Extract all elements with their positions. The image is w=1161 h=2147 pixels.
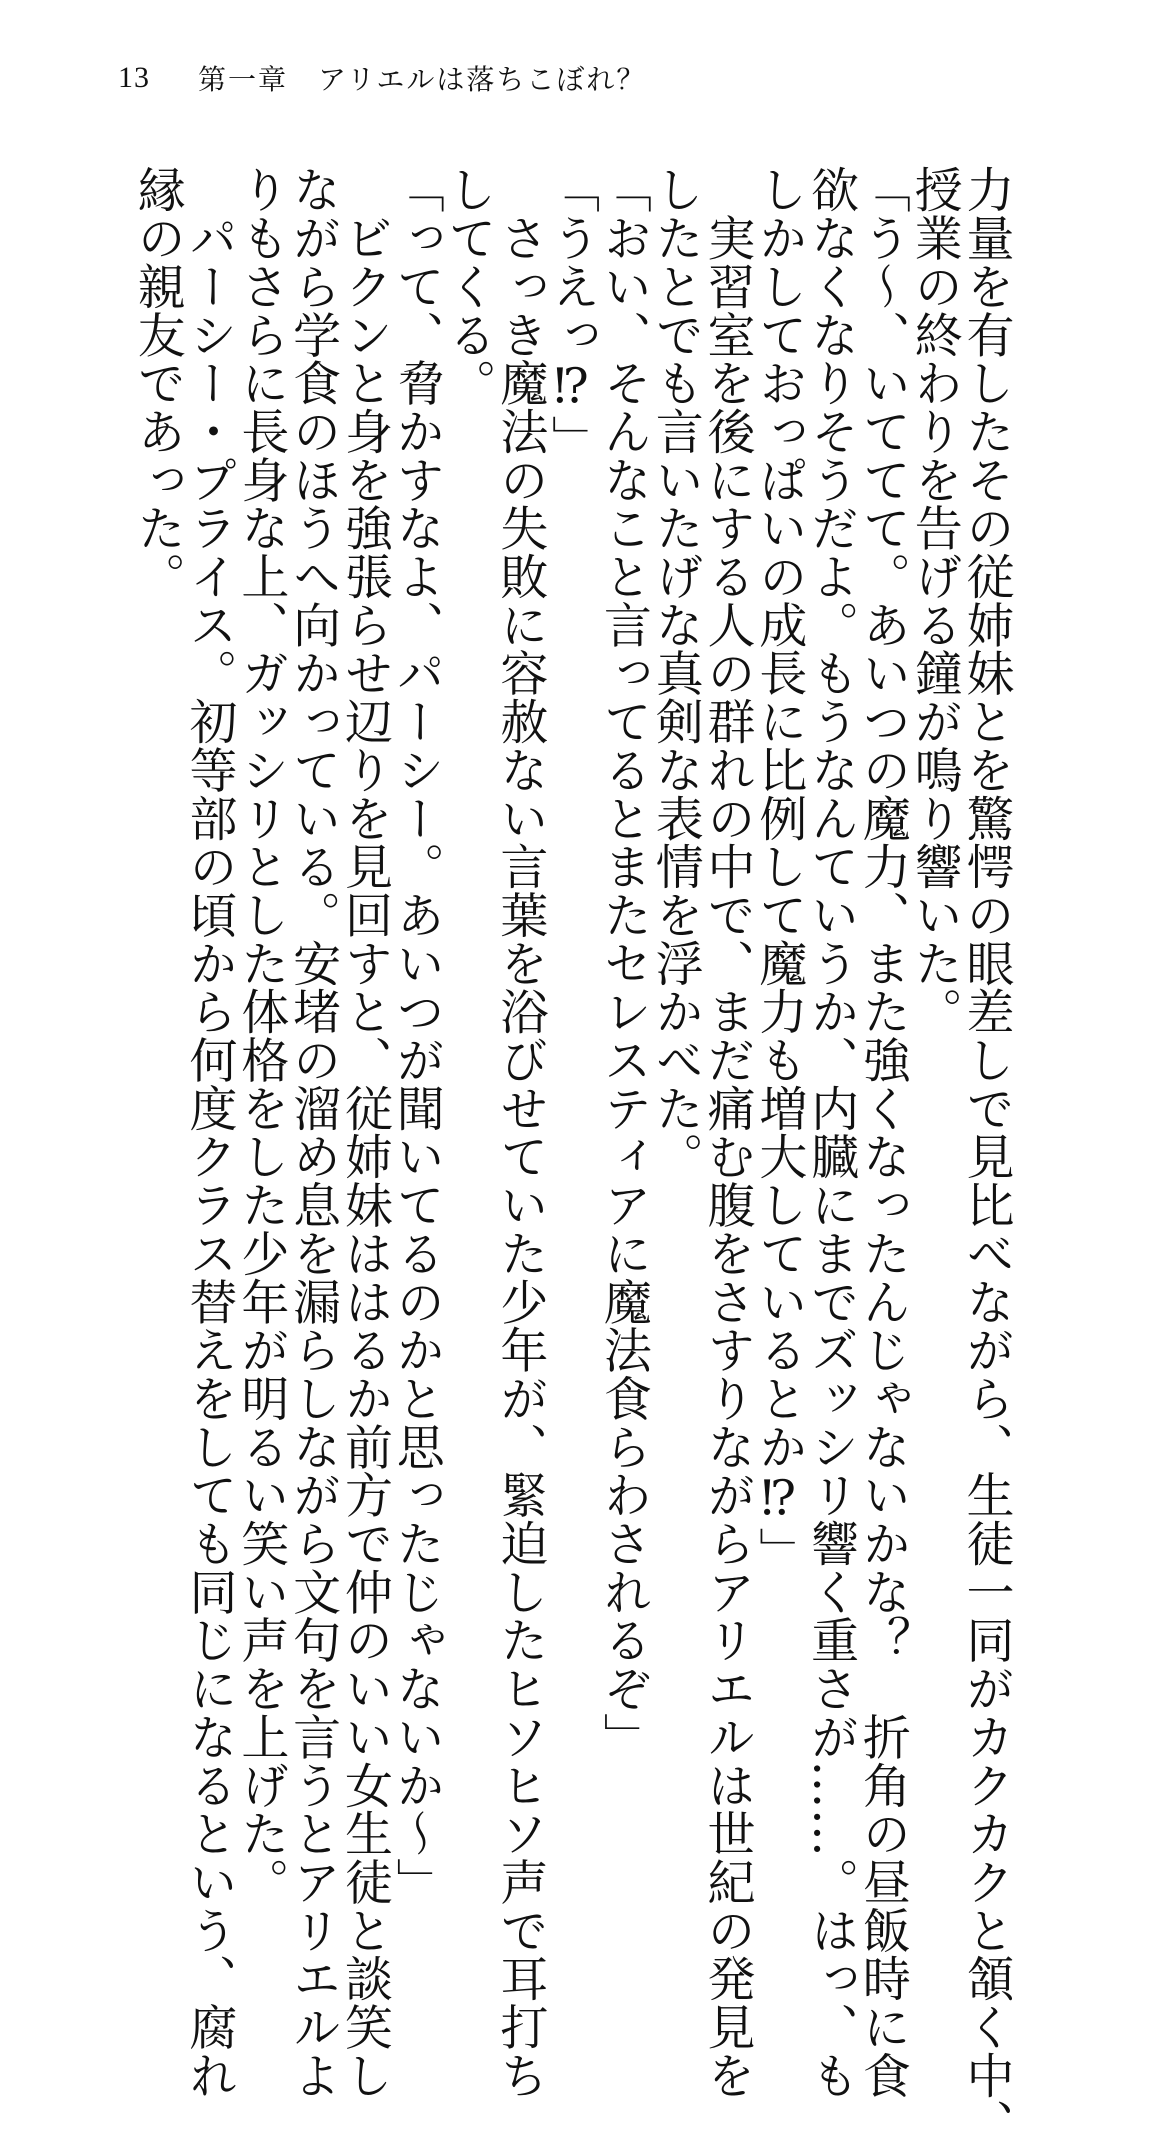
text-line: ビクンと身を強張らせ辺りを見回すと、従姉妹ははるか前方で仲のいい女生徒と談笑し bbox=[336, 165, 393, 2099]
text-line: 欲なくなりそうだよ。もうなんていうか、内臓にまでズッシリ響く重さが……。はっ、も bbox=[802, 165, 859, 2099]
text-line: 力量を有したその従姉妹とを驚愕の眼差しで見比べながら、生徒一同がカクカクと頷く中、 bbox=[958, 165, 1014, 2147]
text-line: 実習室を後にする人の群れの中で、まだ痛む腹をさすりながらアリエルは世紀の発見を bbox=[699, 165, 756, 2099]
text-line: しかしておっぱいの成長に比例して魔力も増大しているとか⁉」 bbox=[750, 165, 807, 1576]
text-line: してくる。 bbox=[440, 165, 497, 407]
text-line: 「う〜、いててて。あいつの魔力、また強くなったんじゃないかな？ 折角の昼飯時に食 bbox=[854, 165, 911, 2099]
text-line: パーシー・プライス。初等部の頃から何度クラス替えをしても同じになるという、腐れ bbox=[181, 165, 238, 2099]
text-line: りもさらに長身な上、ガッシリとした体格をした少年が明るい笑い声を上げた。 bbox=[232, 165, 289, 1906]
running-header bbox=[118, 58, 646, 98]
text-line: 「って、脅かすなよ、パーシー。あいつが聞いてるのかと思ったじゃないか〜」 bbox=[388, 165, 445, 1906]
text-line: さっき魔法の失敗に容赦ない言葉を浴びせていた少年が、緊迫したヒソヒソ声で耳打ち bbox=[491, 165, 548, 2099]
page-number: 13 bbox=[118, 61, 150, 94]
text-line: 授業の終わりを告げる鐘が鳴り響いた。 bbox=[906, 165, 963, 1036]
text-line: 「うえっ⁉」 bbox=[543, 165, 600, 464]
text-line: 縁の親友であった。 bbox=[129, 165, 186, 601]
text-line: ながら学食のほうへ向かっている。安堵の溜め息を漏らしながら文句を言うとアリエルよ bbox=[284, 165, 341, 2099]
vertical-text-body bbox=[81, 165, 1014, 2147]
text-line: 「おい、そんなこと言ってるとまたセレスティアに魔法食らわされるぞ」 bbox=[595, 165, 652, 1761]
chapter-title: 第一章 アリエルは落ちこぼれ？ bbox=[198, 63, 647, 96]
text-line: したとでも言いたげな真剣な表情を浮かべた。 bbox=[647, 165, 704, 1181]
